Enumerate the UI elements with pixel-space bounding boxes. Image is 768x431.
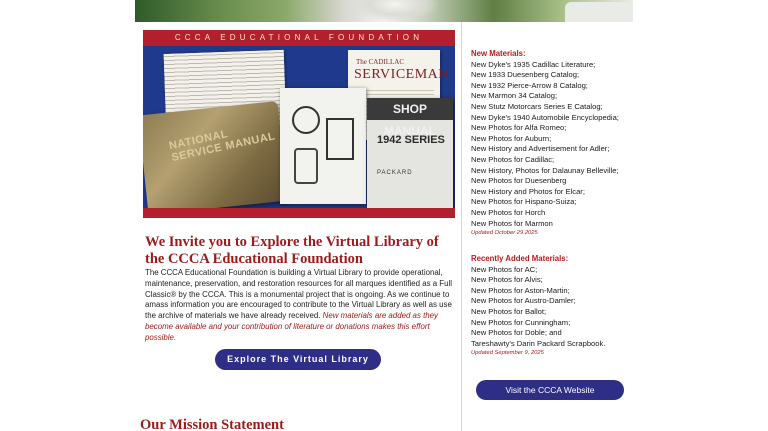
serviceman-subtitle: The CADILLAC: [356, 58, 405, 66]
diagram-part-round: [292, 106, 320, 134]
material-list-item[interactable]: New Dyke's 1935 Cadillac Literature;: [471, 59, 596, 69]
material-list-item[interactable]: New Photos for Horch: [471, 207, 546, 217]
new-materials-updated: Updated October 29 2025: [471, 230, 538, 237]
material-list-item[interactable]: New Photos for Austro-Damler;: [471, 296, 576, 306]
material-list-item[interactable]: New Marmon 34 Catalog;: [471, 91, 558, 101]
material-list-item[interactable]: New History and Photos for Elcar;: [471, 186, 585, 196]
shop-manual-brand: PACKARD: [377, 170, 413, 176]
material-list-item[interactable]: New Photos for Cunningham;: [471, 317, 571, 327]
banner-bottom-bar: [143, 208, 455, 218]
material-list-item[interactable]: New Photos for Duesenberg: [471, 176, 567, 186]
invite-body-text: The CCCA Educational Foundation is building a Virtual Library to provide operational, maintenance, preservation, and restoration resources for all marques identified as a Full Classic® by the CCCA. This is a monumental project that is ongoing. As we continue to amass information you are encouraged to contribute to the Virtual Library as well as use the archive of materials we have already received.: [145, 268, 453, 321]
new-materials-items: [471, 60, 636, 230]
recent-materials-updated: Updated September 9, 2025: [471, 350, 544, 357]
material-list-item[interactable]: New Photos for Doble; and: [471, 328, 562, 338]
material-list-item[interactable]: New Photos for Cadillac;: [471, 154, 555, 164]
material-list-item[interactable]: New Photos for Auburn;: [471, 133, 552, 143]
recent-materials-list: [471, 254, 636, 358]
recent-materials-heading: Recently Added Materials:: [471, 254, 569, 263]
book-label: NATIONAL SERVICE MANUAL: [167, 128, 277, 165]
new-materials-list: [471, 49, 636, 238]
banner-shop-manual: [367, 98, 453, 210]
recent-materials-items: [471, 265, 636, 350]
banner-diagram-page: [280, 88, 366, 204]
material-list-item[interactable]: New 1933 Duesenberg Catalog;: [471, 70, 580, 80]
banner-stripe: CCCA EDUCATIONAL FOUNDATION: [143, 30, 455, 46]
material-list-item[interactable]: New 1932 Pierce-Arrow 8 Catalog;: [471, 80, 588, 90]
visit-ccca-website-button[interactable]: Visit the CCCA Website: [476, 380, 624, 400]
foundation-banner-image[interactable]: [143, 30, 455, 218]
material-list-item[interactable]: New History and Advertisement for Adler;: [471, 144, 610, 154]
material-list-item[interactable]: New Photos for Hispano-Suiza;: [471, 197, 577, 207]
mission-statement-heading: Our Mission Statement: [140, 417, 284, 431]
invite-paragraph: [145, 268, 461, 344]
header-photo-person: [350, 0, 440, 22]
explore-virtual-library-button[interactable]: Explore The Virtual Library: [215, 349, 381, 370]
material-list-item[interactable]: New History, Photos for Dalaunay Belleville;: [471, 165, 619, 175]
invite-heading: We Invite you to Explore the Virtual Library of the CCCA Educational Foundation: [145, 234, 439, 267]
material-list-item[interactable]: New Stutz Motorcars Series E Catalog;: [471, 101, 603, 111]
new-materials-heading: New Materials:: [471, 49, 526, 58]
diagram-part-housing: [294, 148, 318, 184]
column-divider: [461, 22, 462, 431]
material-list-item[interactable]: New Photos for Aston-Martin;: [471, 285, 570, 295]
material-list-item[interactable]: New Photos for Alvis;: [471, 275, 543, 285]
invite-body-emphasis: New materials are added as they become available and your contribution of literature or donations makes this effort possible.: [145, 311, 438, 342]
diagram-part-block: [326, 118, 354, 160]
header-photo: [135, 0, 633, 22]
material-list-item[interactable]: New Dyke's 1940 Automobile Encyclopedia;: [471, 112, 619, 122]
material-list-item[interactable]: Tareshawty's Darin Packard Scrapbook.: [471, 338, 606, 348]
serviceman-title: SERVICEMAN: [354, 67, 449, 82]
shop-manual-title: SHOP MANUAL: [367, 98, 453, 120]
header-photo-car: [565, 2, 633, 22]
shop-manual-year: 1942 SERIES: [377, 134, 445, 146]
material-list-item[interactable]: New Photos for Ballot;: [471, 306, 547, 316]
material-list-item[interactable]: New Photos for Alfa Romeo;: [471, 123, 567, 133]
material-list-item[interactable]: New Photos for AC;: [471, 264, 538, 274]
banner-service-manual-book: [143, 101, 288, 215]
material-list-item[interactable]: New Photos for Marmon: [471, 218, 553, 228]
